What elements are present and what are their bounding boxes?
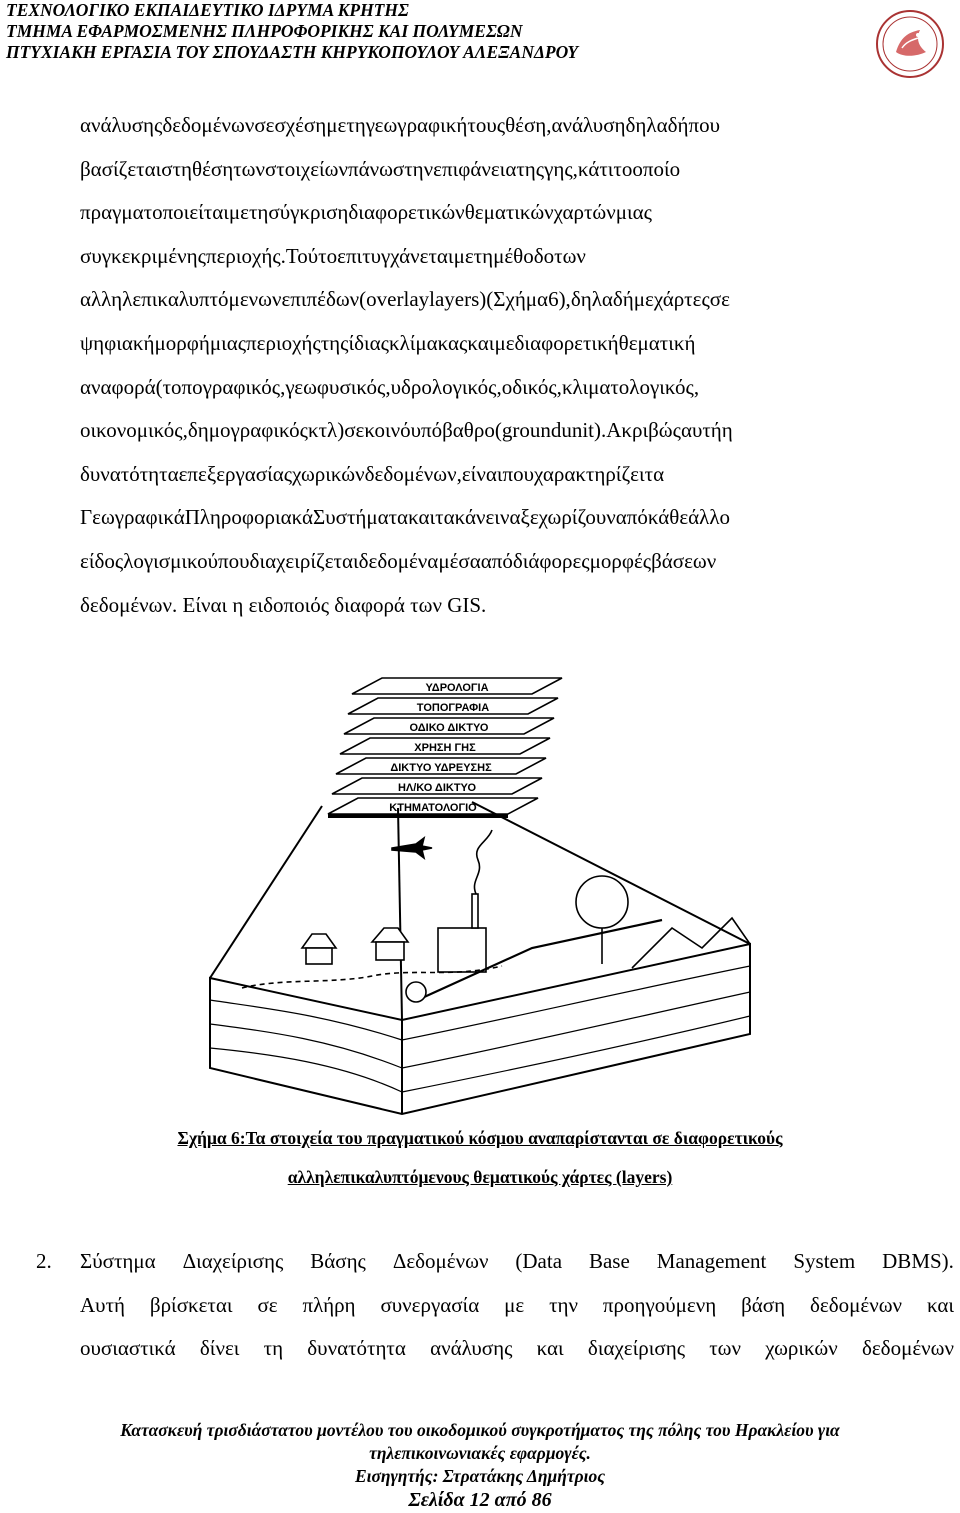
- word: σε: [254, 113, 275, 137]
- word: με: [326, 113, 347, 137]
- factory-building: [438, 928, 486, 972]
- word: δυνατότητα: [80, 461, 179, 486]
- gis-layers-figure: [202, 648, 762, 1120]
- word: αναφορά: [80, 374, 156, 399]
- word: ψηφιακή: [80, 330, 155, 355]
- document-header: [6, 0, 706, 63]
- word: μιας: [209, 330, 247, 355]
- header-institution: ΤΕΧΝΟΛΟΓΙΚΟ ΕΚΠΑΙΔΕΥΤΙΚΟ ΙΔΡΥΜΑ ΚΡΗΤΗΣ: [6, 0, 409, 20]
- word: τη: [248, 200, 269, 225]
- word: γεωγραφική: [365, 113, 468, 137]
- word: να: [499, 505, 521, 530]
- word: χωρικών: [292, 461, 365, 486]
- body-line: [80, 453, 956, 497]
- layer-label: ΔΙΚΤΥΟ ΥΔΡΕΥΣΗΣ: [390, 762, 492, 774]
- word: με: [494, 330, 515, 355]
- body-line: [80, 496, 956, 540]
- word: Σύστημα: [80, 1249, 156, 1273]
- word: που: [502, 461, 534, 486]
- word: διάφορες: [512, 548, 590, 573]
- word: θέση: [192, 156, 234, 181]
- word: Βάσης: [310, 1249, 366, 1273]
- word: δημογραφικός: [187, 418, 308, 443]
- word: των: [554, 243, 586, 268]
- word: είναι: [461, 461, 503, 486]
- body-line: [80, 322, 956, 366]
- word: δυνατότητα: [307, 1336, 406, 1361]
- word: περιοχής: [246, 330, 321, 355]
- word: Management: [656, 1249, 767, 1273]
- word: Ακριβώς: [606, 418, 681, 443]
- word: επιτυγχάνεται: [337, 243, 454, 268]
- word: (overlay: [359, 287, 430, 312]
- word: της: [516, 156, 545, 181]
- word: μέθοδο: [493, 243, 555, 268]
- body-line: δεδομένων. Είναι η ειδοποιός διαφορά των GIS.: [80, 592, 487, 617]
- word: unit).: [561, 418, 607, 443]
- word: σε: [257, 1292, 278, 1317]
- word: Γεωγραφικά: [80, 505, 185, 530]
- list-text-line: [80, 1240, 954, 1284]
- institution-seal-logo: [874, 8, 946, 80]
- word: κοινό: [364, 418, 411, 443]
- smoke: [474, 830, 492, 894]
- word: λογισμικού: [123, 548, 219, 573]
- house-2-wall: [376, 942, 404, 960]
- word: με: [453, 243, 474, 268]
- word: με: [504, 1292, 525, 1317]
- body-paragraph: [80, 104, 956, 627]
- word: το: [613, 156, 633, 181]
- word: γεωφυσικός,: [285, 374, 391, 399]
- word: δεδομένων: [861, 1336, 954, 1361]
- body-line: [80, 366, 956, 410]
- word: υδρολογικός,: [390, 374, 502, 399]
- word: στοιχείων: [264, 156, 348, 181]
- body-line: [80, 235, 956, 279]
- list-text-line: [80, 1327, 954, 1371]
- word: αυτή: [680, 418, 722, 443]
- word: επιπέδων: [281, 287, 360, 312]
- word: (Data: [515, 1249, 563, 1273]
- body-line: [80, 191, 956, 235]
- word: δηλαδή: [625, 113, 689, 137]
- word: προηγούμενη: [602, 1292, 717, 1317]
- word: δίνει: [199, 1336, 240, 1361]
- word: Αυτή: [80, 1292, 125, 1317]
- word: δεδομένων: [810, 1292, 903, 1317]
- word: layers): [429, 287, 487, 312]
- word: θεματική: [618, 330, 696, 355]
- word: μιας: [615, 200, 652, 225]
- body-line: [80, 278, 956, 322]
- word: στην: [392, 156, 434, 181]
- word: Διαχείρισης: [182, 1249, 284, 1273]
- layer-label: ΟΔΙΚΟ ΔΙΚΤΥΟ: [409, 722, 489, 734]
- word: πάνω: [347, 156, 393, 181]
- word: πλήρη: [302, 1292, 356, 1317]
- word: θέση,: [505, 113, 552, 137]
- layer-label: ΗΛ/ΚΟ ΔΙΚΤΥΟ: [397, 782, 477, 794]
- word: σύγκριση: [268, 200, 349, 225]
- tree-crown: [576, 876, 628, 928]
- body-line: [80, 148, 956, 192]
- word: την: [549, 1292, 579, 1317]
- figure-caption-line-1: Σχήμα 6:Τα στοιχεία του πραγματικού κόσμου αναπαρίστανται σε διαφορετικούς: [177, 1128, 783, 1148]
- word: οδικός,: [501, 374, 562, 399]
- word: μορφές: [589, 548, 652, 573]
- word: επεξεργασίας: [178, 461, 293, 486]
- word: ουσιαστικά: [80, 1336, 176, 1361]
- word: διαφορετικών: [348, 200, 465, 225]
- word: και: [536, 1336, 564, 1361]
- word: System: [793, 1249, 856, 1273]
- word: Base: [588, 1249, 630, 1273]
- word: διαφορετική: [514, 330, 619, 355]
- layer-label: ΧΡΗΣΗ ΓΗΣ: [414, 742, 476, 754]
- word: τη: [263, 1336, 284, 1361]
- layer-label: ΚΤΗΜΑΤΟΛΟΓΙΟ: [389, 802, 477, 814]
- list-row: [36, 1240, 956, 1284]
- word: διαχείρισης: [587, 1336, 686, 1361]
- word: θεματικών: [464, 200, 554, 225]
- word: ανάλυση: [551, 113, 626, 137]
- word: ίδιας: [348, 330, 389, 355]
- word: από: [615, 505, 648, 530]
- body-line: [80, 409, 956, 453]
- word: ανάλυσης: [80, 113, 163, 137]
- word: χαρτών: [553, 200, 616, 225]
- word: πραγματοποιείται: [80, 200, 229, 225]
- layer-stack-base: [328, 814, 508, 818]
- numbered-list-item: [36, 1240, 956, 1371]
- word: δεδομένων,: [364, 461, 462, 486]
- word: από: [480, 548, 513, 573]
- layer-label: ΥΔΡΟΛΟΓΙΑ: [425, 682, 489, 694]
- word: 6),: [548, 287, 571, 312]
- word: στη: [161, 156, 193, 181]
- list-number: 2.: [36, 1249, 52, 1273]
- word: ξεχωρίζουν: [520, 505, 616, 530]
- word: τη: [346, 113, 366, 137]
- word: κλιματολογικός,: [561, 374, 700, 399]
- word: τα: [435, 505, 455, 530]
- word: ανάλυσης: [430, 1336, 513, 1361]
- word: δηλαδή: [570, 287, 634, 312]
- word: σε: [709, 287, 730, 312]
- word: με: [228, 200, 249, 225]
- word: άλλο: [688, 505, 731, 530]
- header-department: ΤΜΗΜΑ ΕΦΑΡΜΟΣΜΕΝΗΣ ΠΛΗΡΟΦΟΡΙΚΗΣ ΚΑΙ ΠΟΛΥΜΕΣΩΝ: [6, 21, 523, 41]
- word: δεδομένων: [162, 113, 255, 137]
- word: γης,: [544, 156, 578, 181]
- word: περιοχής.: [205, 243, 286, 268]
- word: (Σχήμα: [486, 287, 549, 312]
- word: σχέση: [274, 113, 327, 137]
- word: και: [926, 1292, 954, 1317]
- list-row: [36, 1284, 956, 1328]
- word: τους: [467, 113, 506, 137]
- word: μέσα: [438, 548, 481, 573]
- word: Πληροφοριακά: [184, 505, 313, 530]
- header-thesis-author: ΠΤΥΧΙΑΚΗ ΕΡΓΑΣΙΑ ΤΟΥ ΣΠΟΥΔΑΣΤΗ ΚΗΡΥΚΟΠΟΥΛΟΥ ΑΛΕΞΑΝΔΡΟΥ: [6, 42, 579, 62]
- footer-title-line-2: τηλεπικοινωνιακές εφαρμογές.: [369, 1443, 591, 1463]
- word: Τούτο: [285, 243, 338, 268]
- word: η: [721, 418, 733, 443]
- word: μορφή: [154, 330, 210, 355]
- word: βάσεων: [651, 548, 717, 573]
- list-row: [36, 1327, 956, 1371]
- word: των: [233, 156, 265, 181]
- word: κλίμακας: [388, 330, 468, 355]
- word: χαρακτηρίζει: [533, 461, 645, 486]
- word: αλληλεπικαλυπτόμενων: [80, 287, 282, 312]
- page-number: Σελίδα 12 από 86: [408, 1489, 552, 1511]
- word: κτλ): [307, 418, 345, 443]
- word: (ground: [494, 418, 562, 443]
- word: διαχειρίζεται: [249, 548, 359, 573]
- word: υπόβαθρο: [410, 418, 495, 443]
- word: που: [218, 548, 250, 573]
- word: και: [408, 505, 436, 530]
- word: δεδομένα: [358, 548, 439, 573]
- word: τη: [473, 243, 494, 268]
- word: με: [633, 287, 654, 312]
- word: σε: [344, 418, 365, 443]
- word: Δεδομένων: [392, 1249, 489, 1273]
- dome: [406, 982, 426, 1002]
- word: της: [320, 330, 349, 355]
- word: χωρικών: [765, 1336, 838, 1361]
- word: βρίσκεται: [149, 1292, 233, 1317]
- word: βασίζεται: [80, 156, 162, 181]
- word: Συστήματα: [313, 505, 409, 530]
- footer-title-line-1: Κατασκευή τρισδιάστατου μοντέλου του οικοδομικού συγκροτήματος της πόλης του Ηρακλείου για: [120, 1420, 840, 1440]
- body-line: [80, 104, 956, 148]
- figure-caption-line-2: αλληλεπικαλυπτόμενους θεματικούς χάρτες (layers): [287, 1167, 673, 1187]
- word: βάση: [741, 1292, 786, 1317]
- word: χάρτες: [653, 287, 710, 312]
- word: οικονομικός,: [80, 418, 188, 443]
- word: συνεργασία: [380, 1292, 480, 1317]
- layer-stack: [328, 678, 562, 818]
- factory-chimney: [472, 894, 478, 928]
- house-2: [372, 928, 408, 942]
- footer-supervisor: Εισηγητής: Στρατάκης Δημήτριος: [354, 1466, 606, 1486]
- word: κάθε: [647, 505, 689, 530]
- word: και: [467, 330, 495, 355]
- layer-label: ΤΟΠΟΓΡΑΦΙΑ: [416, 702, 490, 714]
- body-line: [80, 540, 956, 584]
- list-text-line: [80, 1284, 954, 1328]
- house-1-wall: [306, 948, 332, 964]
- word: των: [709, 1336, 741, 1361]
- word: επιφάνεια: [433, 156, 517, 181]
- word: (τοπογραφικός,: [155, 374, 286, 399]
- word: οποίο: [632, 156, 681, 181]
- house-1: [302, 934, 336, 948]
- word: τα: [644, 461, 665, 486]
- word: DBMS).: [882, 1249, 954, 1273]
- word: κάνει: [454, 505, 500, 530]
- word: συγκεκριμένης: [80, 243, 206, 268]
- word: είδος: [80, 548, 124, 573]
- word: κάτι: [577, 156, 614, 181]
- word: που: [688, 113, 720, 137]
